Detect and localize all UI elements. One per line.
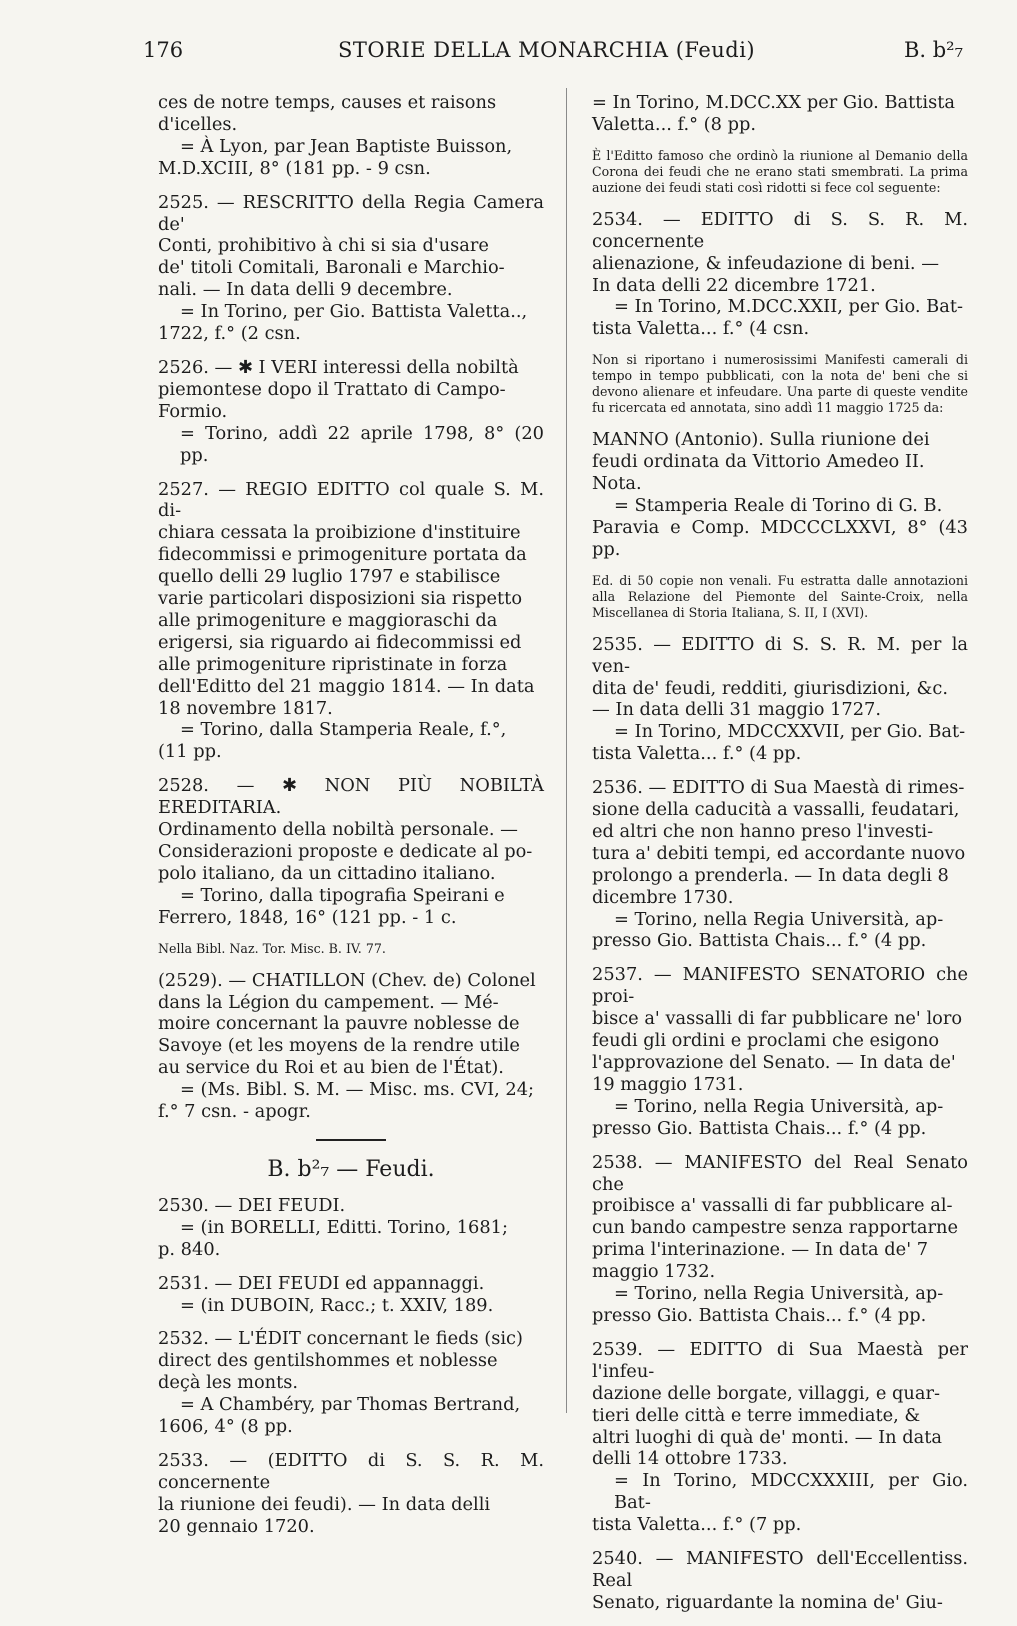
entry-line: (11 pp. bbox=[158, 741, 222, 763]
entry-line: presso Gio. Battista Chais... f.° (4 pp. bbox=[592, 1117, 927, 1139]
entry-line: au service du Roi et au bien de l'État). bbox=[158, 1057, 504, 1079]
entry-line: bisce a' vassalli di far pubblicare ne' loro bbox=[592, 1008, 963, 1030]
entry-line: 1606, 4° (8 pp. bbox=[158, 1416, 293, 1438]
entry-line: 2530. — DEI FEUDI. bbox=[158, 1194, 346, 1216]
entry-line: alle primogeniture e maggioraschi da bbox=[158, 609, 498, 631]
entry-line: (2529). — CHATILLON (Chev. de) Colonel bbox=[158, 969, 536, 991]
entry-line: 2536. — EDITTO di Sua Maestà di rimes- bbox=[592, 777, 965, 799]
entry-line: Conti, prohibitivo à chi si sia d'usare bbox=[158, 235, 489, 257]
entry-line: = In Torino, per Gio. Battista Valetta.., bbox=[180, 301, 528, 323]
entry-line: = Torino, nella Regia Università, ap- bbox=[614, 1283, 944, 1305]
left-column bbox=[158, 92, 544, 1550]
entry-line: delli 14 ottobre 1733. bbox=[592, 1448, 788, 1470]
entry-line: polo italiano, da un cittadino italiano. bbox=[158, 862, 496, 884]
entry-line: dans la Légion du campement. — Mé- bbox=[158, 991, 499, 1013]
entry-line: tista Valetta... f.° (4 csn. bbox=[592, 318, 810, 340]
entry-line: altri luoghi di quà de' monti. — In data bbox=[592, 1426, 942, 1448]
entry-line: dell'Editto del 21 maggio 1814. — In data bbox=[158, 675, 535, 697]
bibliography-entry bbox=[158, 92, 544, 180]
running-title: STORIE DELLA MONARCHIA (Feudi) bbox=[338, 38, 756, 62]
page-header bbox=[143, 38, 963, 68]
section-rule bbox=[316, 1139, 386, 1141]
bibliography-entry bbox=[592, 92, 968, 136]
entry-line: d'icelles. bbox=[158, 113, 238, 135]
entry-line: M.D.XCIII, 8° (181 pp. - 9 csn. bbox=[158, 157, 431, 179]
entry-line: = A Chambéry, par Thomas Bertrand, bbox=[180, 1394, 521, 1416]
entry-line: ces de notre temps, causes et raisons bbox=[158, 92, 497, 113]
entry-line: proibisce a' vassalli di far pubblicare al- bbox=[592, 1195, 953, 1217]
bibliography-entry bbox=[158, 1450, 544, 1538]
entry-line: prima l'interinazione. — In data de' 7 bbox=[592, 1239, 929, 1261]
entry-line: MANNO (Antonio). Sulla riunione dei bbox=[592, 429, 930, 451]
bibliography-entry bbox=[592, 429, 968, 560]
entry-line: tieri delle città e terre immediate, & bbox=[592, 1404, 921, 1426]
entry-line: de' titoli Comitali, Baronali e Marchio- bbox=[158, 257, 505, 279]
section-heading: B. b²₇ — Feudi. bbox=[267, 1156, 435, 1182]
entry-line: sione della caducità a vassalli, feudatari, bbox=[592, 799, 960, 821]
column-divider bbox=[566, 88, 567, 1413]
entry-line: cun bando campestre senza rapportarne bbox=[592, 1217, 958, 1239]
entry-line: dicembre 1730. bbox=[592, 886, 734, 908]
entry-line: varie particolari disposizioni sia rispetto bbox=[158, 588, 523, 610]
entry-line: dazione delle borgate, villaggi, e quar- bbox=[592, 1382, 940, 1404]
bibliography-entry bbox=[158, 775, 544, 928]
entry-line: = Torino, nella Regia Università, ap- bbox=[614, 908, 944, 930]
entry-line: 2534. — EDITTO di S. S. R. M. concernente bbox=[592, 208, 968, 252]
entry-line: l'approvazione del Senato. — In data de' bbox=[592, 1052, 956, 1073]
bibliography-entry bbox=[158, 1328, 544, 1438]
entry-line: ed altri che non hanno preso l'investi- bbox=[592, 820, 934, 842]
entry-line: = Torino, dalla Stamperia Reale, f.°, bbox=[180, 719, 507, 741]
entry-line: Ferrero, 1848, 16° (121 pp. - 1 c. bbox=[158, 906, 457, 928]
footnote: È l'Editto famoso che ordinò la riunione al Demanio della Corona dei feudi che ne erano stati smembrati. La prima auzione dei feudi stati così ridotti si fece col seguente: bbox=[592, 147, 968, 195]
entry-line: 2538. — MANIFESTO del Real Senato che bbox=[592, 1151, 968, 1195]
entry-line: Senato, riguardante la nomina de' Giu- bbox=[592, 1591, 943, 1613]
entry-line: dita de' feudi, redditi, giurisdizioni, &c. bbox=[592, 677, 948, 699]
bibliography-entry bbox=[592, 964, 968, 1139]
bibliography-entry bbox=[592, 634, 968, 765]
entry-line: = (in DUBOIN, Racc.; t. XXIV, 189. bbox=[180, 1294, 494, 1316]
entry-line: presso Gio. Battista Chais... f.° (4 pp. bbox=[592, 1304, 927, 1326]
entry-line: 2540. — MANIFESTO dell'Eccellentiss. Real bbox=[592, 1548, 968, 1591]
bibliography-entry bbox=[592, 1152, 968, 1327]
entry-line: Paravia e Comp. MDCCCLXXVI, 8° (43 pp. bbox=[592, 516, 968, 560]
entry-line: Savoye (et les moyens de la rendre utile bbox=[158, 1035, 520, 1057]
bibliography-entry bbox=[158, 1273, 544, 1317]
entry-line: = Torino, nella Regia Università, ap- bbox=[614, 1095, 944, 1117]
entry-line: Ordinamento della nobiltà personale. — bbox=[158, 819, 518, 841]
footnote: Non si riportano i numerosissimi Manifesti camerali di tempo in tempo pubblicati, con la nota de' beni che si devono alienare et infeudare. Una parte di queste vendite fu ricercata ed annotata, sino addì 11 maggio 1725 da: bbox=[592, 352, 968, 416]
entry-line: direct des gentilshommes et noblesse bbox=[158, 1350, 498, 1372]
bibliography-entry bbox=[158, 970, 544, 1123]
entry-line: chiara cessata la proibizione d'instituire bbox=[158, 522, 521, 544]
entry-line: presso Gio. Battista Chais... f.° (4 pp. bbox=[592, 930, 927, 952]
bibliography-entry bbox=[158, 1195, 544, 1261]
bibliography-entry bbox=[592, 777, 968, 952]
entry-line: = Torino, dalla tipografia Speirani e bbox=[180, 884, 505, 906]
entry-line: feudi gli ordini e proclami che esigono bbox=[592, 1030, 940, 1052]
entry-line: la riunione dei feudi). — In data delli bbox=[158, 1493, 491, 1515]
bibliography-entry bbox=[592, 1339, 968, 1536]
entry-line: 2531. — DEI FEUDI ed appannaggi. bbox=[158, 1272, 485, 1294]
bibliography-entry bbox=[158, 192, 544, 345]
entry-line: — In data delli 31 maggio 1727. bbox=[592, 699, 882, 721]
entry-line: 2539. — EDITTO di Sua Maestà per l'infeu- bbox=[592, 1338, 968, 1382]
entry-line: 2528. — ✱ NON PIÙ NOBILTÀ EREDITARIA. bbox=[158, 775, 544, 819]
entry-line: 1722, f.° (2 csn. bbox=[158, 323, 301, 345]
footnote: Ed. di 50 copie non venali. Fu estratta dalle annotazioni alla Relazione del Piemonte del Sainte-Croix, nella Miscellanea di Storia Italiana, S. II, I (XVI). bbox=[592, 572, 968, 620]
entry-line: deçà les monts. bbox=[158, 1372, 299, 1394]
entry-line: 2535. — EDITTO di S. S. R. M. per la ven- bbox=[592, 633, 968, 677]
entry-line: 20 gennaio 1720. bbox=[158, 1515, 315, 1537]
entry-line: 2533. — (EDITTO di S. S. R. M. concernente bbox=[158, 1449, 544, 1493]
entry-line: fidecommissi e primogeniture portata da bbox=[158, 544, 527, 566]
bibliography-entry bbox=[158, 479, 544, 764]
entry-line: p. 840. bbox=[158, 1238, 221, 1260]
bibliography-entry bbox=[592, 1548, 968, 1614]
entry-line: Considerazioni proposte e dedicate al po- bbox=[158, 841, 533, 862]
entry-line: Formio. bbox=[158, 400, 228, 422]
entry-line: Valetta... f.° (8 pp. bbox=[592, 113, 756, 135]
entry-line: 2526. — ✱ I VERI interessi della nobiltà bbox=[158, 356, 519, 378]
bibliography-entry bbox=[592, 209, 968, 340]
entry-line: piemontese dopo il Trattato di Campo- bbox=[158, 378, 506, 400]
entry-line: Nota. bbox=[592, 473, 642, 495]
signature-mark: B. b²₇ bbox=[903, 38, 963, 62]
entry-line: tura a' debiti tempi, ed accordante nuovo bbox=[592, 842, 966, 864]
bibliography-entry bbox=[158, 357, 544, 467]
entry-line: = (Ms. Bibl. S. M. — Misc. ms. CVI, 24; bbox=[180, 1079, 535, 1101]
entry-line: prolongo a prenderla. — In data degli 8 bbox=[592, 864, 949, 886]
entry-line: f.° 7 csn. - apogr. bbox=[158, 1101, 311, 1123]
entry-line: 19 maggio 1731. bbox=[592, 1073, 744, 1095]
entry-line: moire concernant la pauvre noblesse de bbox=[158, 1013, 520, 1035]
entry-line: 2537. — MANIFESTO SENATORIO che proi- bbox=[592, 964, 968, 1008]
entry-line: tista Valetta... f.° (4 pp. bbox=[592, 743, 802, 765]
entry-line: tista Valetta... f.° (7 pp. bbox=[592, 1514, 802, 1536]
entry-line: = In Torino, M.DCC.XX per Gio. Battista bbox=[592, 92, 955, 113]
entry-line: = Torino, addì 22 aprile 1798, 8° (20 pp. bbox=[180, 422, 544, 466]
entry-line: = (in BORELLI, Editti. Torino, 1681; bbox=[180, 1216, 508, 1238]
entry-line: 18 novembre 1817. bbox=[158, 697, 333, 719]
entry-line: 2525. — RESCRITTO della Regia Camera de' bbox=[158, 191, 544, 235]
entry-line: = In Torino, MDCCXXXIII, per Gio. Bat- bbox=[614, 1470, 968, 1514]
entry-line: alle primogeniture ripristinate in forza bbox=[158, 653, 508, 675]
entry-line: quello delli 29 luglio 1797 e stabilisce bbox=[158, 566, 501, 588]
entry-line: = In Torino, MDCCXXVII, per Gio. Bat- bbox=[614, 721, 966, 743]
entry-line: 2527. — REGIO EDITTO col quale S. M. di- bbox=[158, 478, 544, 522]
right-column bbox=[592, 92, 968, 1626]
entry-line: maggio 1732. bbox=[592, 1261, 716, 1283]
entry-line: 2532. — L'ÉDIT concernant le fieds (sic) bbox=[158, 1328, 523, 1350]
entry-line: feudi ordinata da Vittorio Amedeo II. bbox=[592, 451, 925, 473]
entry-line: alienazione, & infeudazione di beni. — bbox=[592, 252, 939, 274]
entry-line: In data delli 22 dicembre 1721. bbox=[592, 274, 876, 296]
entry-line: erigersi, sia riguardo ai fidecommissi ed bbox=[158, 631, 522, 653]
footnote: Nella Bibl. Naz. Tor. Misc. B. IV. 77. bbox=[158, 940, 386, 956]
entry-line: = Stamperia Reale di Torino di G. B. bbox=[614, 494, 943, 516]
entry-line: = À Lyon, par Jean Baptiste Buisson, bbox=[180, 135, 513, 157]
entry-line: nali. — In data delli 9 decembre. bbox=[158, 279, 453, 301]
entry-line: = In Torino, M.DCC.XXII, per Gio. Bat- bbox=[614, 296, 963, 318]
page-number: 176 bbox=[143, 38, 184, 62]
